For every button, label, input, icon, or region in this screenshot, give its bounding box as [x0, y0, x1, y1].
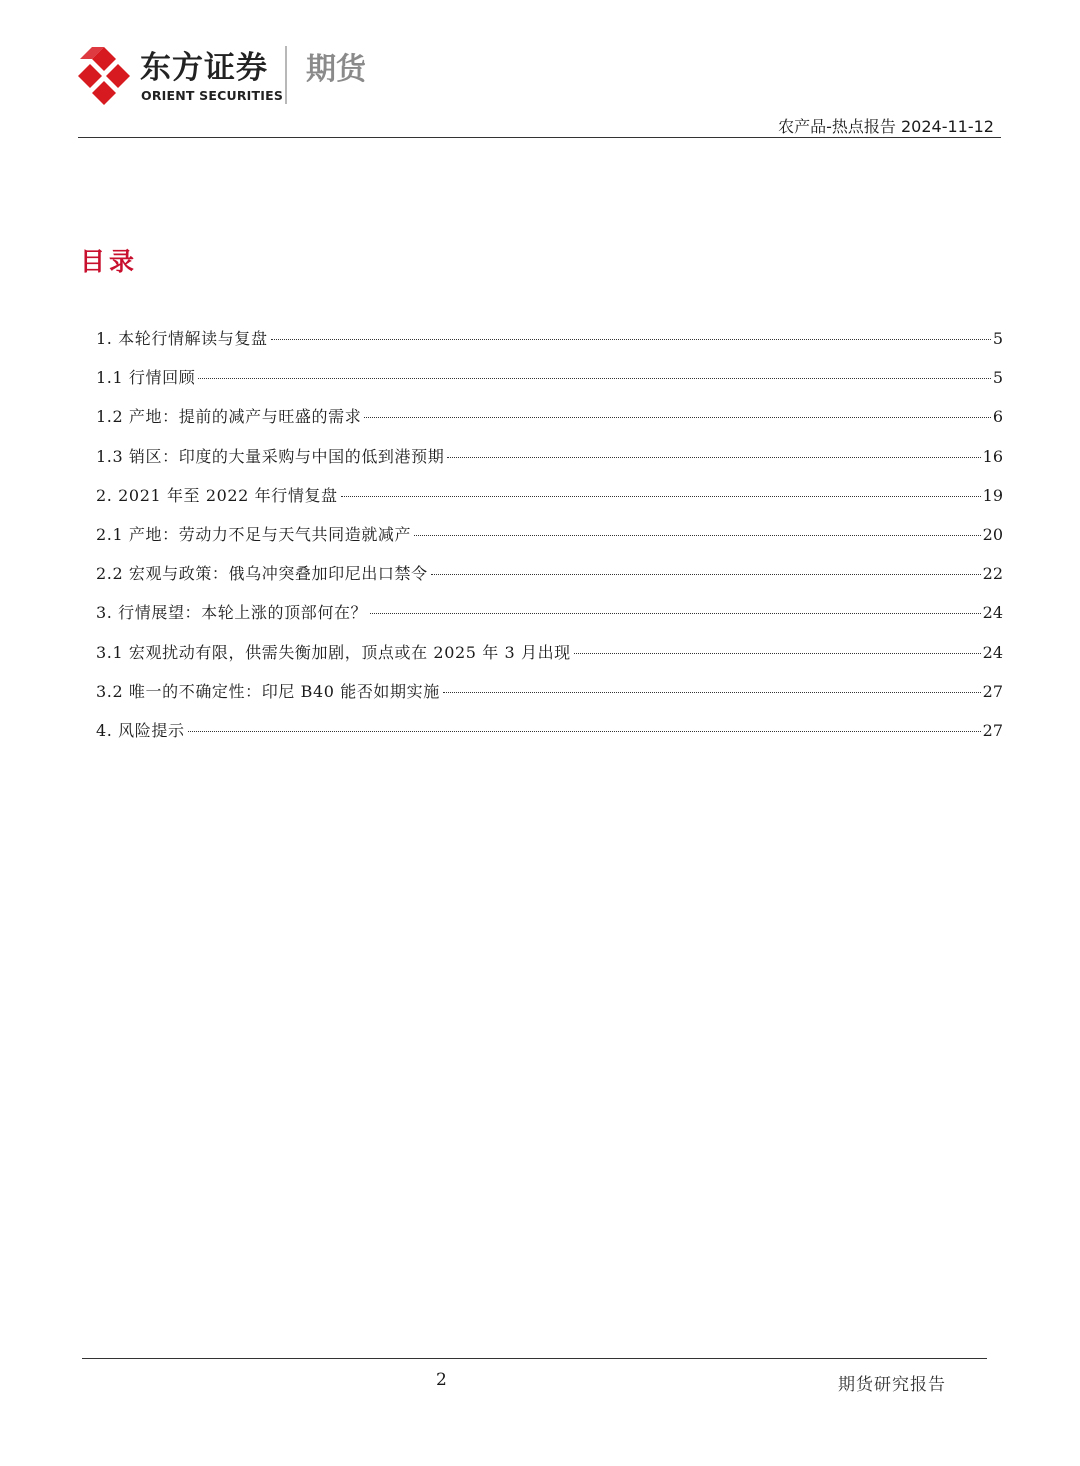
toc-entry-label: 3. 行情展望：本轮上涨的顶部何在？ — [96, 603, 368, 623]
header-divider — [78, 137, 1001, 138]
toc-entry-label: 1.1 行情回顾 — [96, 368, 196, 388]
toc-entry-page: 27 — [982, 681, 1003, 701]
toc-entry-page: 19 — [982, 485, 1003, 505]
toc-entry-page: 20 — [982, 524, 1003, 544]
toc-title: 目录 — [80, 247, 139, 276]
toc-entry-label: 1.3 销区：印度的大量采购与中国的低到港预期 — [96, 446, 445, 466]
toc-dot-leader — [447, 457, 980, 458]
toc-dot-leader — [443, 692, 981, 693]
footer-report-type: 期货研究报告 — [838, 1375, 946, 1395]
toc-dot-leader — [431, 574, 981, 575]
toc-entry-label: 2.1 产地：劳动力不足与天气共同造就减产 — [96, 524, 412, 544]
toc-dot-leader — [370, 613, 980, 614]
toc-dot-leader — [198, 378, 990, 379]
toc-entry-label: 2.2 宏观与政策：俄乌冲突叠加印尼出口禁令 — [96, 564, 428, 584]
toc-entry[interactable] — [96, 679, 1003, 718]
toc-entry[interactable] — [96, 483, 1003, 522]
toc-entry[interactable] — [96, 444, 1003, 483]
logo-division-name: 期货 — [306, 52, 366, 87]
toc-entry-page: 5 — [992, 368, 1003, 388]
toc-dot-leader — [341, 496, 981, 497]
page-number: 2 — [436, 1370, 447, 1390]
toc-entry[interactable] — [96, 561, 1003, 600]
toc-entry-page: 22 — [982, 564, 1003, 584]
footer-divider — [82, 1358, 987, 1359]
logo-company-name-en: ORIENT SECURITIES — [141, 88, 284, 103]
toc-entry[interactable] — [96, 600, 1003, 639]
toc-dot-leader — [364, 417, 990, 418]
toc-entry-label: 1.2 产地：提前的减产与旺盛的需求 — [96, 407, 362, 427]
logo-company-name: 东方证券 — [140, 50, 268, 86]
toc-dot-leader — [574, 653, 981, 654]
toc-entry[interactable] — [96, 326, 1003, 365]
toc-entry-label: 1. 本轮行情解读与复盘 — [96, 329, 268, 348]
toc-entry[interactable] — [96, 718, 1003, 757]
toc-entry-page: 6 — [992, 407, 1003, 427]
toc-dot-leader — [414, 535, 981, 536]
toc-entry-page: 27 — [982, 720, 1003, 740]
toc-entry-page: 16 — [982, 446, 1003, 466]
toc-entry-page: 5 — [992, 329, 1003, 348]
toc-dot-leader — [188, 731, 981, 732]
report-category-date: 农产品-热点报告 2024-11-12 — [778, 117, 994, 136]
toc-entry[interactable] — [96, 522, 1003, 561]
toc-entry-page: 24 — [982, 603, 1003, 623]
toc-entry[interactable] — [96, 640, 1003, 679]
toc-entry[interactable] — [96, 404, 1003, 443]
page-header — [0, 0, 1080, 140]
toc-dot-leader — [271, 339, 991, 340]
toc-entry-label: 3.1 宏观扰动有限，供需失衡加剧，顶点或在 2025 年 3 月出现 — [96, 642, 571, 662]
orient-securities-logo-icon — [76, 45, 132, 107]
toc-entry-page: 24 — [982, 642, 1003, 662]
logo-divider — [285, 46, 287, 104]
table-of-contents — [96, 326, 1003, 757]
toc-entry[interactable] — [96, 365, 1003, 404]
toc-entry-label: 4. 风险提示 — [96, 720, 185, 740]
toc-entry-label: 3.2 唯一的不确定性：印尼 B40 能否如期实施 — [96, 681, 440, 701]
toc-entry-label: 2. 2021 年至 2022 年行情复盘 — [96, 485, 338, 505]
